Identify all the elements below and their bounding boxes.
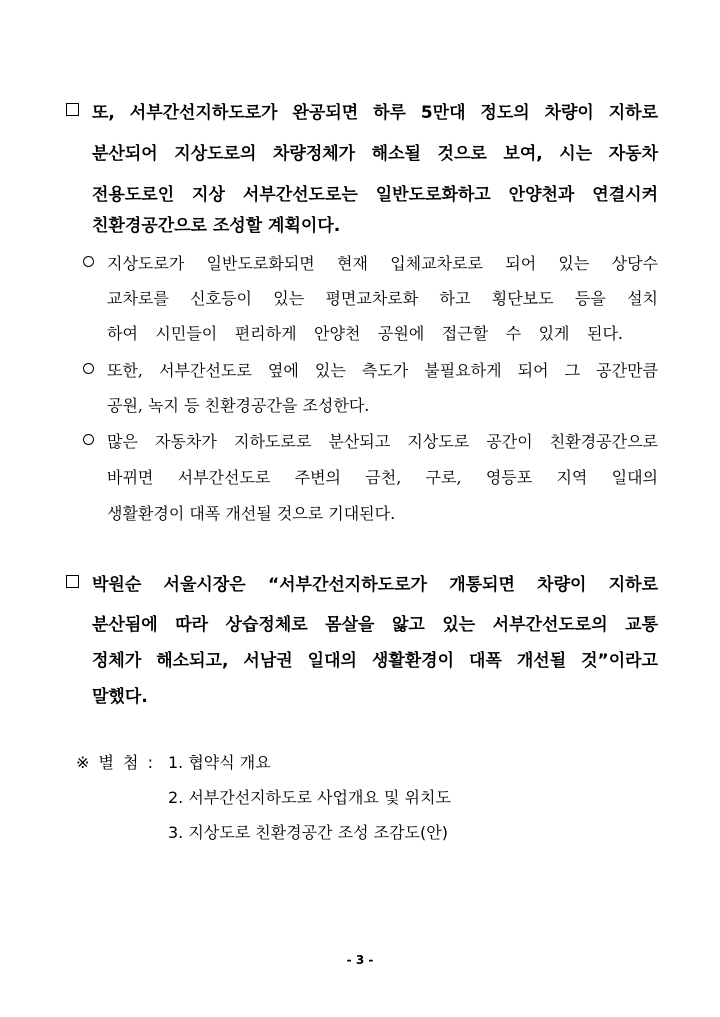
bullet-line: 지상도로가 일반도로화되면 현재 입체교차로로 되어 있는 상당수 <box>107 254 658 273</box>
section1-line: 분산되어 지상도로의 차량정체가 해소될 것으로 보여, 시는 자동차 <box>92 144 658 164</box>
bullet-line: 생활환경이 대폭 개선될 것으로 기대된다. <box>107 504 396 523</box>
section1-line: 친환경공간으로 조성할 계획이다. <box>92 216 341 236</box>
attachment-item: 3. 지상도로 친환경공간 조성 조감도(안) <box>168 823 448 842</box>
circle-bullet-icon <box>83 363 94 374</box>
section2-line: 말했다. <box>92 687 148 707</box>
circle-bullet-icon <box>83 256 94 267</box>
section1-line: 전용도로인 지상 서부간선도로는 일반도로화하고 안양천과 연결시켜 <box>92 185 658 205</box>
circle-bullet-icon <box>83 434 94 445</box>
bullet-line: 공원, 녹지 등 친환경공간을 조성한다. <box>107 396 370 415</box>
bullet-line: 많은 자동차가 지하도로로 분산되고 지상도로 공간이 친환경공간으로 <box>107 432 658 451</box>
bullet-line: 하여 시민들이 편리하게 안양천 공원에 접근할 수 있게 된다. <box>107 324 623 343</box>
section2-line: 정체가 해소되고, 서남권 일대의 생활환경이 대폭 개선될 것”이라고 <box>92 651 658 671</box>
section1-line: 또, 서부간선지하도로가 완공되면 하루 5만대 정도의 차량이 지하로 <box>92 103 658 123</box>
square-bullet-icon <box>66 103 79 116</box>
page-number: - 3 - <box>346 953 374 967</box>
section2-line: 박원순 서울시장은 “서부간선지하도로가 개통되면 차량이 지하로 <box>92 575 658 595</box>
square-bullet-icon <box>66 575 79 588</box>
attachment-item: 2. 서부간선지하도로 사업개요 및 위치도 <box>168 788 451 807</box>
attachment-label: ※ 별 첨 : <box>76 753 153 772</box>
attachment-item: 1. 협약식 개요 <box>168 753 271 772</box>
bullet-line: 교차로를 신호등이 있는 평면교차로화 하고 횡단보도 등을 설치 <box>107 289 658 308</box>
section2-line: 분산됨에 따라 상습정체로 몸살을 앓고 있는 서부간선도로의 교통 <box>92 615 658 635</box>
bullet-line: 또한, 서부간선도로 옆에 있는 측도가 불필요하게 되어 그 공간만큼 <box>107 361 658 380</box>
bullet-line: 바뀌면 서부간선도로 주변의 금천, 구로, 영등포 지역 일대의 <box>107 468 658 487</box>
